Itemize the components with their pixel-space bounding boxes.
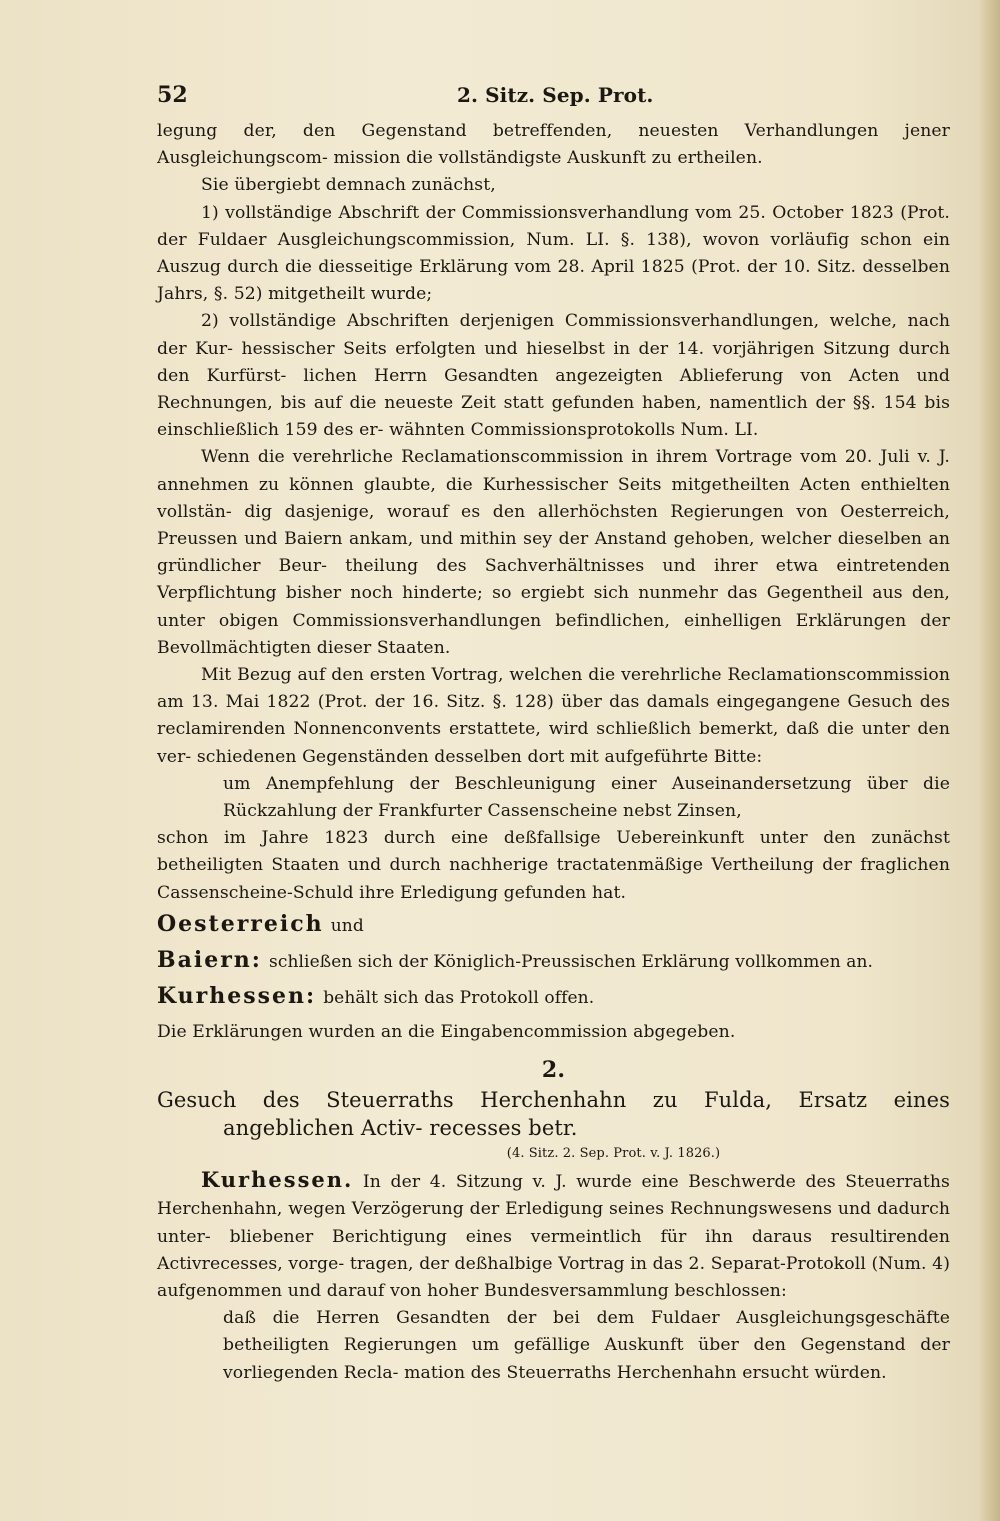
list-item: 1) vollständige Abschrift der Commissionsverhandlung vom 25. October 1823 (Prot. der Fuldaer Ausgleichungscommission, Num. LI. §. 138), wovon vorläufig schon ein Auszug durch die diesseitige Erklärung vom 28. April 1825 (Prot. der 10. Sitz. desselben Jahrs, §. 52) mitgetheilt wurde; — [157, 202, 950, 305]
section-title: Gesuch des Steuerraths Herchenhahn zu Fulda, Ersatz eines angeblichen Activ- recesses betr. — [157, 1088, 950, 1141]
state-name: Oesterreich — [157, 910, 324, 937]
paragraph: Sie übergiebt demnach zunächst, — [201, 175, 496, 196]
page-header — [157, 82, 950, 118]
page-edge-shadow — [978, 0, 1000, 1521]
state-text: behält sich das Protokoll offen. — [323, 987, 595, 1008]
state-name: Baiern — [157, 946, 252, 973]
state-declaration: Baiern: schließen sich der Königlich-Preussischen Erklärung vollkommen an. — [157, 946, 874, 973]
state-name: Kurhessen. — [201, 1167, 354, 1193]
running-title: 2. Sitz. Sep. Prot. — [457, 83, 654, 107]
section-number: 2. — [541, 1057, 566, 1084]
text-block — [157, 82, 950, 1387]
list-item: 2) vollständige Abschriften derjenigen Commissionsverhandlungen, welche, nach der Kur- hessischer Seits erfolgten und hieselbst in der 14. vorjährigen Sitzung durch den Kurfürst- lichen Herrn Gesandten angezeigten Ablieferung von Acten und Rechnungen, bis auf die neueste Zeit statt gefunden haben, namentlich der §§. 154 bis einschließlich 159 des er- wähnten Commissionsprotokolls Num. LI. — [157, 311, 950, 441]
paragraph: legung der, den Gegenstand betreffenden, neuesten Verhandlungen jener Ausgleichungscom- mission die vollständigste Auskunft zu ertheilen. — [157, 121, 950, 169]
resolution-text: daß die Herren Gesandten der bei dem Fuldaer Ausgleichungsgeschäfte betheiligten Regierungen um gefällige Auskunft über den Gegenstand der vorliegenden Recla- mation des Steuerraths Herchenhahn ersucht würden. — [223, 1308, 950, 1383]
state-name: Kurhessen — [157, 982, 306, 1009]
state-text: schließen sich der Königlich-Preussischen Erklärung vollkommen an. — [269, 951, 874, 972]
state-text: und — [330, 915, 364, 936]
quoted-request: um Anempfehlung der Beschleunigung einer Auseinandersetzung über die Rückzahlung der Frankfurter Cassenscheine nebst Zinsen, — [223, 773, 950, 822]
state-declaration — [157, 907, 950, 943]
paragraph: schon im Jahre 1823 durch eine deßfallsige Uebereinkunft unter den zunächst betheiligten Staaten und durch nachherige tractatenmäßige Vertheilung der fraglichen Cassenscheine-Schuld ihre Erledigung gefunden hat. — [157, 828, 950, 903]
section-body-text: In der 4. Sitzung v. J. wurde eine Beschwerde des Steuerraths Herchenhahn, wegen Verzögerung der Erledigung seines Rechnungswesens und dadurch unter- bliebener Berichtigung eines vermeintlich für ihn daraus resultirenden Activrecesses, vorge- tragen, der deßhalbige Vortrag in das 2. Separat-Protokoll (Num. 4) aufgenommen und darauf von hoher Bundesversammlung beschlossen: — [157, 1172, 950, 1301]
closing-note: Die Erklärungen wurden an die Eingabencommission abgegeben. — [157, 1021, 736, 1042]
section-body — [157, 1166, 950, 1305]
state-declaration: Kurhessen: behält sich das Protokoll offen. — [157, 982, 595, 1009]
paragraph: Wenn die verehrliche Reclamationscommission in ihrem Vortrage vom 20. Juli v. J. annehmen zu können glaubte, die Kurhessischer Seits mitgetheilten Acten enthielten vollstän- dig dasjenige, worauf es den allerhöchsten Regierungen von Oesterreich, Preussen und Baiern ankam, und mithin sey der Anstand gehoben, welcher dieselben an gründlicher Beur- theilung des Sachverhältnisses und ihrer etwa eintretenden Verpflichtung bisher noch hinderte; so ergiebt sich nunmehr das Gegentheil aus den, unter obigen Commissionsverhandlungen befindlichen, einhelligen Erklärungen der Bevollmächtigten dieser Staaten. — [157, 447, 950, 658]
section-reference: (4. Sitz. 2. Sep. Prot. v. J. 1826.) — [506, 1146, 721, 1162]
page-number: 52 — [157, 82, 188, 108]
paragraph: Mit Bezug auf den ersten Vortrag, welchen die verehrliche Reclamationscommission am 13. Mai 1822 (Prot. der 16. Sitz. §. 128) über das damals eingegangene Gesuch des reclamirenden Nonnenconvents erstattete, wird schließlich bemerkt, daß die unter den ver- schiedenen Gegenständen desselben dort mit aufgeführte Bitte: — [157, 665, 950, 767]
